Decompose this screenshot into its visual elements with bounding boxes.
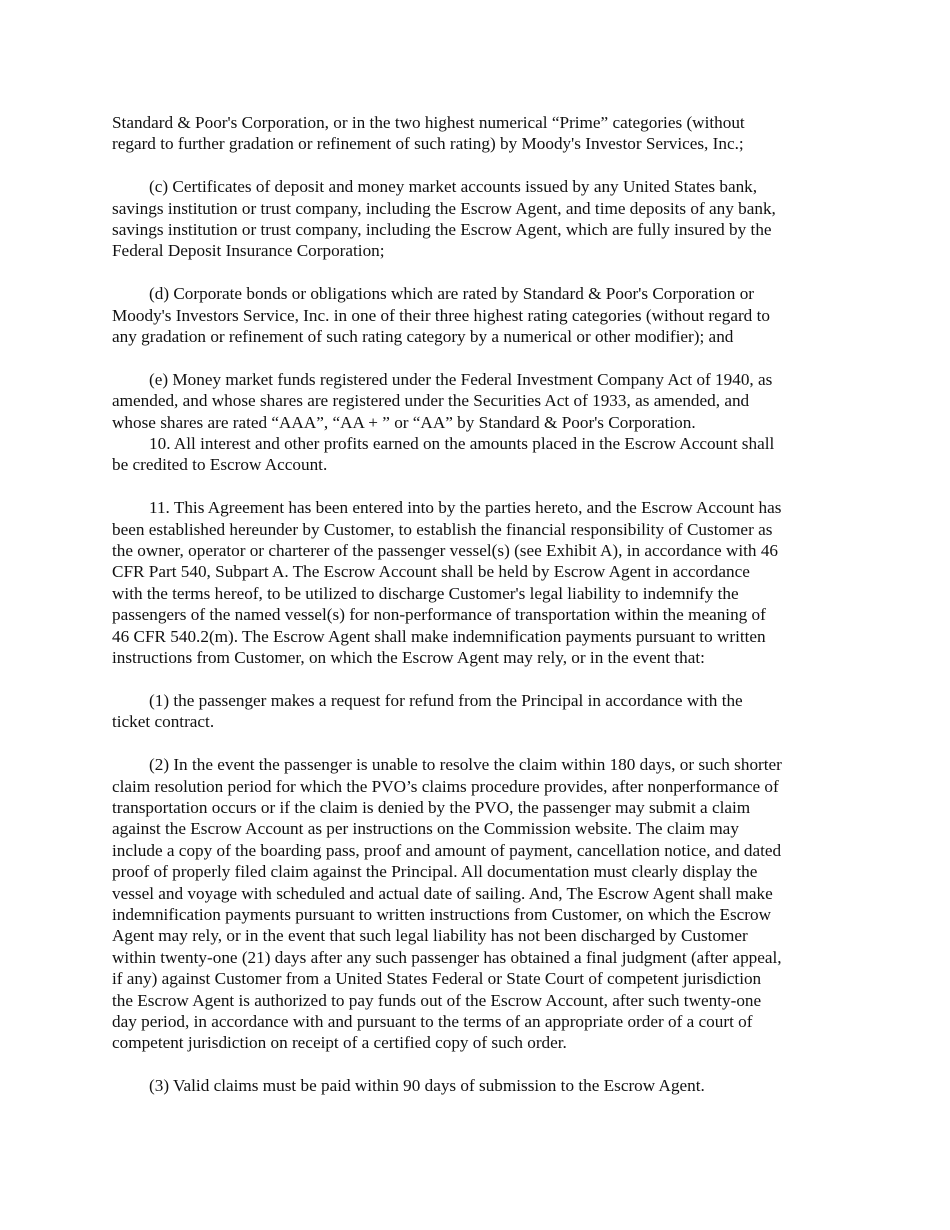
- paragraph-10-interest: 10. All interest and other profits earned on the amounts placed in the Escrow Account shall be credited to Escrow Account.: [112, 434, 775, 475]
- paragraph-1-refund-request: (1) the passenger makes a request for refund from the Principal in accordance with the ticket contract.: [112, 690, 743, 732]
- paragraph-continued-ratings: Standard & Poor's Corporation, or in the two highest numerical “Prime” categories (without regard to further gradation or refinement of such rating) by Moody's Investor Services, Inc.;: [112, 113, 745, 154]
- paragraph-d-corporate-bonds: (d) Corporate bonds or obligations which are rated by Standard & Poor's Corporation or Moody's Investors Service, Inc. in one of their three highest rating categories (without regard to any gradation or refinement of such rating category by a numerical or other modifier); and: [112, 284, 770, 347]
- paragraph-11-agreement: 11. This Agreement has been entered into by the parties hereto, and the Escrow Account has been established hereunder by Customer, to establish the financial responsibility of Customer as the owner, operator or charterer of the passenger vessel(s) (see Exhibit A), in accordance with 46 CFR Part 540, Subpart A. The Escrow Account shall be held by Escrow Agent in accordance with the terms hereof, to be utilized to discharge Customer's legal liability to indemnify the passengers of the named vessel(s) for non-performance of transportation within the meaning of 46 CFR 540.2(m). The Escrow Agent shall make indemnification payments pursuant to written instructions from Customer, on which the Escrow Agent may rely, or in the event that:: [112, 498, 782, 668]
- paragraph-3-valid-claims: (3) Valid claims must be paid within 90 days of submission to the Escrow Agent.: [149, 1076, 705, 1096]
- paragraph-2-claim-process: (2) In the event the passenger is unable to resolve the claim within 180 days, or such shorter claim resolution period for which the PVO’s claims procedure provides, after nonperformance of transportation occurs or if the claim is denied by the PVO, the passenger may submit a claim against the Escrow Account as per instructions on the Commission website. The claim may include a copy of the boarding pass, proof and amount of payment, cancellation notice, and dated proof of properly filed claim against the Principal. All documentation must clearly display the vessel and voyage with scheduled and actual date of sailing. And, The Escrow Agent shall make indemnification payments pursuant to written instructions from Customer, on which the Escrow Agent may rely, or in the event that such legal liability has not been discharged by Customer within twenty-one (21) days after any such passenger has obtained a final judgment (after appeal, if any) against Customer from a United States Federal or State Court of competent jurisdiction the Escrow Agent is authorized to pay funds out of the Escrow Account, after such twenty-one day period, in accordance with and pursuant to the terms of an appropriate order of a court of competent jurisdiction on receipt of a certified copy of such order.: [112, 755, 782, 1053]
- paragraph-c-certificates-of-deposit: (c) Certificates of deposit and money market accounts issued by any United States bank, savings institution or trust company, including the Escrow Agent, and time deposits of any bank, savings institution or trust company, including the Escrow Agent, which are fully insured by the Federal Deposit Insurance Corporation;: [112, 177, 776, 261]
- document-page: [112, 112, 844, 1118]
- paragraph-e-money-market-funds: (e) Money market funds registered under the Federal Investment Company Act of 1940, as amended, and whose shares are registered under the Securities Act of 1933, as amended, and whose shares are rated “AAA”, “AA + ” or “AA” by Standard & Poor's Corporation.: [112, 369, 773, 432]
